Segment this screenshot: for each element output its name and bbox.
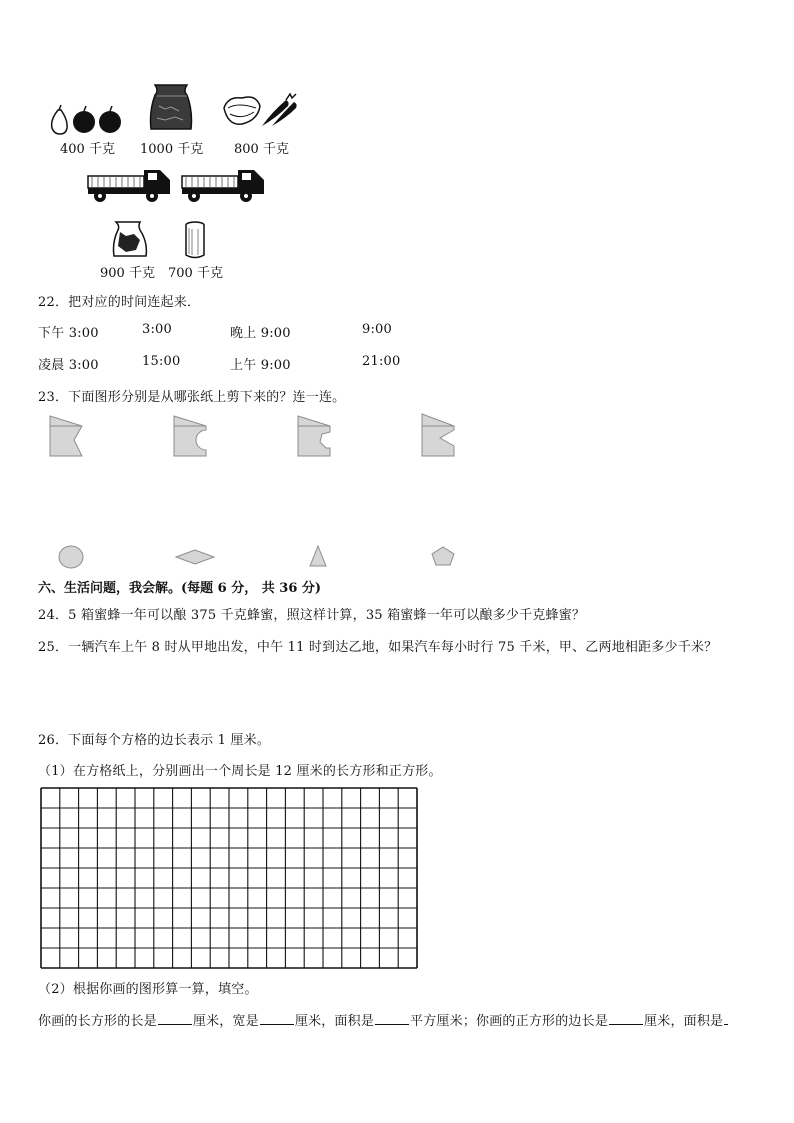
time-cell[interactable]: 凌晨 3:00 — [38, 358, 99, 373]
time-cell[interactable]: 晚上 9:00 — [230, 326, 291, 341]
q23-title: 23．下面图形分别是从哪张纸上剪下来的？连一连。 — [38, 390, 346, 405]
truck-icon — [180, 164, 268, 204]
pentagon-shape[interactable] — [430, 545, 456, 567]
square-grid[interactable] — [40, 787, 418, 969]
blank-area[interactable] — [375, 1012, 409, 1025]
blank-width[interactable] — [260, 1012, 294, 1025]
label-fruit: 400 千克 — [60, 142, 115, 157]
label-grain-sack: 1000 千克 — [140, 142, 204, 157]
label-small-sack: 900 千克 — [100, 266, 155, 281]
q22-title: 22．把对应的时间连起来． — [38, 295, 201, 310]
fill-text: 厘米，面积是 — [644, 1014, 724, 1029]
time-cell[interactable]: 3:00 — [142, 322, 172, 337]
q26-part2: （2）根据你画的图形算一算，填空。 — [38, 982, 258, 997]
q24-text: 24．5 箱蜜蜂一年可以酿 375 千克蜂蜜，照这样计算，35 箱蜜蜂一年可以酿多少千克蜂蜜？ — [38, 608, 586, 623]
cut-paper-triangle[interactable] — [48, 414, 84, 458]
time-cell[interactable]: 下午 3:00 — [38, 326, 99, 341]
q26-part1: （1）在方格纸上，分别画出一个周长是 12 厘米的长方形和正方形。 — [38, 764, 442, 779]
time-cell[interactable]: 21:00 — [362, 354, 401, 369]
q25-text: 25．一辆汽车上午 8 时从甲地出发，中午 11 时到达乙地，如果汽车每小时行 75 千米，甲、乙两地相距多少千米？ — [38, 640, 718, 655]
blank-length[interactable] — [158, 1012, 192, 1025]
cut-paper-diamond[interactable] — [420, 412, 458, 458]
blank-square-area[interactable] — [724, 1012, 728, 1025]
time-cell[interactable]: 上午 9:00 — [230, 358, 291, 373]
fruit-icon — [48, 104, 124, 136]
cut-paper-pentagon[interactable] — [296, 414, 332, 458]
triangle-shape[interactable] — [308, 544, 328, 568]
fill-text: 厘米，面积是 — [294, 1014, 375, 1029]
label-barrel: 700 千克 — [168, 266, 223, 281]
truck-icon — [86, 164, 174, 204]
blank-side[interactable] — [609, 1012, 643, 1025]
fill-text: 厘米，宽是 — [192, 1014, 259, 1029]
small-sack-icon — [110, 218, 150, 258]
vegetables-icon — [220, 92, 302, 132]
q26-title: 26．下面每个方格的边长表示 1 厘米。 — [38, 733, 271, 748]
barrel-icon — [182, 220, 208, 260]
fill-text: 平方厘米；你画的正方形的边长是 — [410, 1014, 609, 1029]
time-cell[interactable]: 15:00 — [142, 354, 181, 369]
fill-text: 你画的长方形的长是 — [38, 1014, 157, 1029]
q21-picture — [44, 82, 314, 282]
diamond-shape[interactable] — [174, 548, 216, 566]
circle-shape[interactable] — [56, 544, 86, 570]
grain-sack-icon — [147, 82, 197, 132]
section-title: 六、生活问题，我会解。(每题 6 分， 共 36 分) — [38, 581, 322, 596]
fill-sentence — [38, 1010, 729, 1029]
cut-paper-circle[interactable] — [172, 414, 208, 458]
time-cell[interactable]: 9:00 — [362, 322, 392, 337]
label-vegetables: 800 千克 — [234, 142, 289, 157]
